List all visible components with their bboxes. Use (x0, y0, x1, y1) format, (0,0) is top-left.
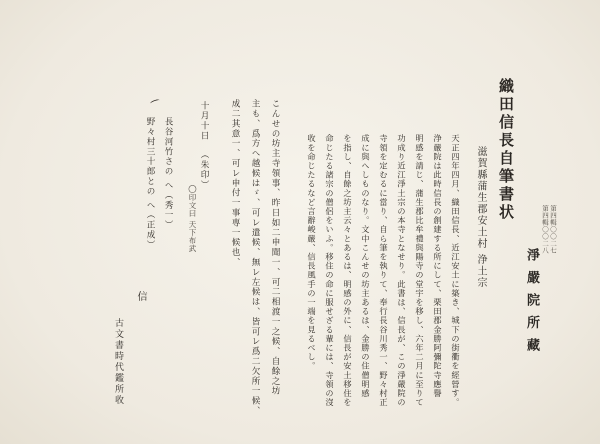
commentary-column: 命じたる諸宗の僧侶をいふ。移住の命に服せざる輩には、寺領の沒 (325, 134, 335, 407)
catalog-number-1: 第四輯〇〇二八 (541, 205, 549, 254)
catalog-number-2: 第四輯〇〇二七 (549, 205, 557, 254)
location-heading: 滋賀縣蒲生郡安土村 浄土宗 (475, 146, 486, 289)
letter-column: 主も、爲方へ越候はゞ、可レ遣候、無レ左候は、皆可レ爲二欠所一候、 (250, 99, 260, 416)
commentary-column: 寺領を定むるに當り、自ら筆を執りて、奉行長谷川秀一、野々村正 (379, 134, 389, 407)
check-mark (150, 98, 161, 105)
letter-date: 十月十日 (199, 101, 209, 141)
publisher-credit: 古文書時代鑑所收 (113, 318, 123, 406)
commentary-column: 成に與へしものなり。文中こんせの坊主あるは、金勝の住僧明感 (361, 134, 371, 398)
seal-inscription: ◯印文曰 天下布武 (188, 184, 197, 253)
commentary-column: 浄嚴院は此時信長の創建する所にして、栗田郡金勝阿彌陀寺應譽 (433, 134, 443, 398)
letter-column: 成二其意一、可レ申付一事専一候也、 (230, 99, 240, 268)
letter-column: こんせの坊主寺領事、昨日如二申聞一、可二相渡一之候、自餘之坊 (270, 99, 280, 396)
addressee-nonomura: 野々村三十郎との へ（正成） (145, 117, 155, 250)
stamp-character: 信 (135, 291, 146, 303)
addressee-hasegawa: 長谷河竹さの へ（秀一） (163, 117, 173, 230)
commentary-column: 功成り近江淨土宗の本寺となせり。此書は、信長が、この淨嚴院の (397, 134, 407, 407)
owner-heading: 淨 嚴 院 所 藏 (524, 248, 539, 354)
document-title: 織田信長自筆書状 (497, 78, 515, 222)
commentary-column: 天正四年四月、織田信長、近江安土に築き、城下の街衢を經營す。 (451, 134, 461, 407)
commentary-column: 明感を請じ、蒲生郡比牟禮與陽寺の堂宇を移し、六年二月に至りて (415, 134, 425, 407)
seal-note: （朱印） (199, 150, 209, 190)
commentary-column: を指し、自餘之坊主云々とあるは、明感の外に、信長が安土移住を (343, 134, 353, 407)
commentary-column: 收を命じたるなど言辭峻嚴、信長風手の一端を見るべし。 (307, 134, 317, 371)
